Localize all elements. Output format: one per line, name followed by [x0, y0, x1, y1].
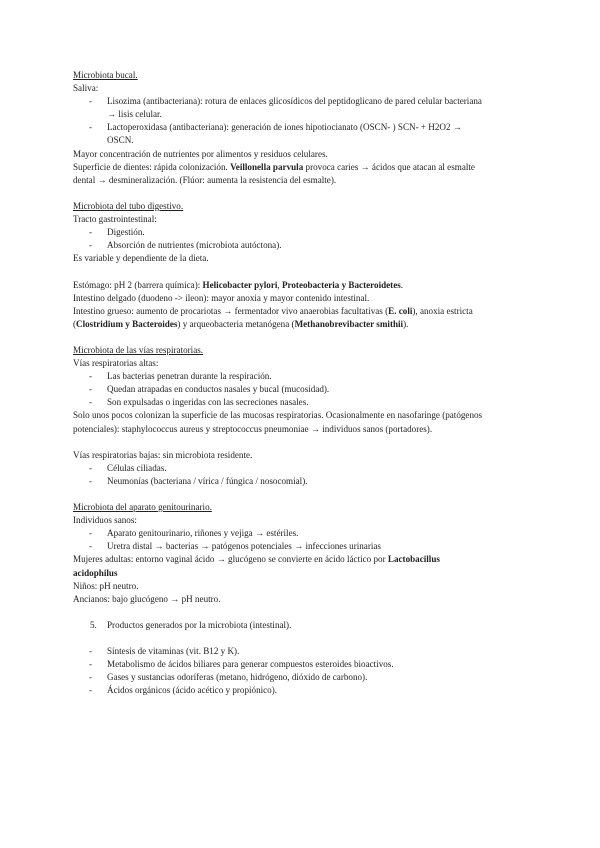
numbered-item [73, 619, 528, 632]
bullet-dash: - [89, 96, 93, 107]
saliva-label: Saliva: [73, 83, 99, 94]
list-item-text: Síntesis de vitaminas (vit. B12 y K). [107, 646, 240, 657]
bold-term: Lactobacillus [387, 554, 440, 565]
text-span: , [277, 279, 282, 290]
bold-term: acidophilus [73, 567, 118, 578]
tracto-label: Tracto gastrointestinal: [73, 214, 157, 225]
paragraph: potenciales): staphylococcus aureus y streptococcus pneumoniae → individuos sanos (portadores). [73, 423, 433, 434]
text-span: ( [73, 318, 77, 329]
section-heading-digestivo: Microbiota del tubo digestivo. [73, 200, 184, 211]
list-item [73, 671, 528, 684]
paragraph-mujeres [73, 553, 528, 566]
section-heading-genitourinario: Microbiota del aparato genitourinario. [73, 502, 212, 513]
paragraph-intestino-delgado: Intestino delgado (duodeno -> ileon): mayor anoxia y mayor contenido intestinal. [73, 292, 370, 303]
list-item-text: Uretra distal → bacterias → patógenos potenciales → infecciones urinarias [107, 541, 381, 552]
list-item-text: Lactoperoxidasa (antibacteriana): generación de iones hipotiocianato (OSCN- ) SCN- + H2O2 → [107, 122, 462, 133]
list-item [73, 645, 528, 658]
paragraph: Es variable y dependiente de la dieta. [73, 253, 209, 264]
bullet-dash: - [89, 227, 93, 238]
text-span: Superficie de dientes: rápida colonización. [73, 161, 231, 172]
text-span: ). [403, 318, 409, 329]
numbered-item-text: Productos generados por la microbiota (intestinal). [107, 619, 292, 630]
paragraph-ninos: Niños: pH neutro. [73, 580, 139, 591]
bajas-label: Vías respiratorias bajas: sin microbiota residente. [73, 449, 253, 460]
list-item [73, 121, 528, 134]
paragraph-estomago [73, 279, 528, 292]
text-span: ) y arqueobacteria metanógena ( [177, 318, 295, 329]
list-item [73, 383, 528, 396]
list-item-text: Ácidos orgánicos (ácido acético y propiónico). [107, 685, 278, 696]
list-item [73, 462, 528, 475]
bullet-dash: - [89, 659, 93, 670]
list-item-continuation: OSCN. [107, 135, 134, 146]
bullet-dash: - [89, 371, 93, 382]
paragraph: Solo unos pocos colonizan la superficie de las mucosas respiratorias. Ocasionalmente en nasofaringe (patógenos [73, 410, 483, 421]
bold-term: E. coli [388, 305, 413, 316]
bullet-dash: - [89, 462, 93, 473]
bullet-dash: - [89, 122, 93, 133]
list-item-text: Metabolismo de ácidos biliares para generar compuestos esteroides bioactivos. [107, 659, 394, 670]
list-item [73, 396, 528, 409]
list-item [73, 540, 528, 553]
paragraph: dental → desmineralización. (Flúor: aumenta la resistencia del esmalte). [73, 174, 337, 185]
text-span: provoca caries → ácidos que atacan al esmalte [303, 161, 475, 172]
sanos-label: Individuos sanos: [73, 515, 137, 526]
bullet-dash: - [89, 475, 93, 486]
text-span: Estómago: pH 2 (barrera química): [73, 279, 203, 290]
bullet-dash: - [89, 397, 93, 408]
list-item-text: Digestión. [107, 227, 145, 238]
list-item [73, 475, 528, 488]
list-item [73, 658, 528, 671]
bullet-dash: - [89, 384, 93, 395]
paragraph-ancianos: Ancianos: bajo glucógeno → pH neutro. [73, 593, 221, 604]
list-item [73, 226, 528, 239]
list-item [73, 684, 528, 697]
bullet-dash: - [89, 685, 93, 696]
list-item-text: Quedan atrapadas en conductos nasales y bucal (mucosidad). [107, 384, 330, 395]
list-item-text: Gases y sustancias odoríferas (metano, hidrógeno, dióxido de carbono). [107, 672, 368, 683]
list-item-text: Lisozima (antibacteriana): rotura de enlaces glicosídicos del peptidoglicano de pared celular bacteriana [107, 96, 482, 107]
list-item-text: Aparato genitourinario, riñones y vejiga → estériles. [107, 528, 299, 539]
paragraph-intestino-grueso-cont [73, 318, 528, 331]
bullet-dash: - [89, 672, 93, 683]
bold-term: Methanobrevibacter smithii [294, 318, 404, 329]
paragraph [73, 161, 528, 174]
section-heading-respiratorias: Microbiota de las vías respiratorias. [73, 344, 204, 355]
section-heading-bucal: Microbiota bucal. [73, 70, 138, 80]
text-span: Intestino grueso: aumento de procariotas → fermentador vivo anaerobias facultativas ( [73, 305, 389, 316]
list-item [73, 370, 528, 383]
bullet-dash: - [89, 528, 93, 539]
list-item [73, 95, 528, 108]
paragraph: Mayor concentración de nutrientes por alimentos y residuos celulares. [73, 148, 328, 159]
bullet-dash: - [89, 240, 93, 251]
text-span: . [400, 279, 404, 290]
list-item-text: Absorción de nutrientes (microbiota autóctona). [107, 240, 282, 251]
list-item-text: Células ciliadas. [107, 462, 167, 473]
list-item [73, 239, 528, 252]
list-item-text: Son expulsadas o ingeridas con las secreciones nasales. [107, 397, 309, 408]
document-content [73, 69, 528, 698]
bullet-dash: - [89, 541, 93, 552]
list-item [73, 527, 528, 540]
bold-term: Helicobacter pylori [202, 279, 278, 290]
list-item-continuation: → lisis celular. [107, 109, 162, 120]
bold-term: Clostridium y Bacteroides [76, 318, 178, 329]
bold-term: Veillonella parvula [230, 161, 304, 172]
paragraph-mujeres-cont [73, 567, 528, 580]
bullet-dash: - [89, 646, 93, 657]
bold-term: Proteobacteria y Bacteroidetes [281, 279, 401, 290]
text-span: ), anoxia estricta [412, 305, 473, 316]
list-item-text: Las bacterias penetran durante la respiración. [107, 371, 272, 382]
text-span: Mujeres adultas: entorno vaginal ácido → glucógeno se convierte en ácido láctico por [73, 554, 388, 565]
item-number: 5. [90, 619, 97, 630]
paragraph-intestino-grueso [73, 305, 528, 318]
altas-label: Vías respiratorias altas: [73, 358, 159, 369]
list-item-text: Neumonías (bacteriana / vírica / fúngica / nosocomial). [107, 475, 308, 486]
